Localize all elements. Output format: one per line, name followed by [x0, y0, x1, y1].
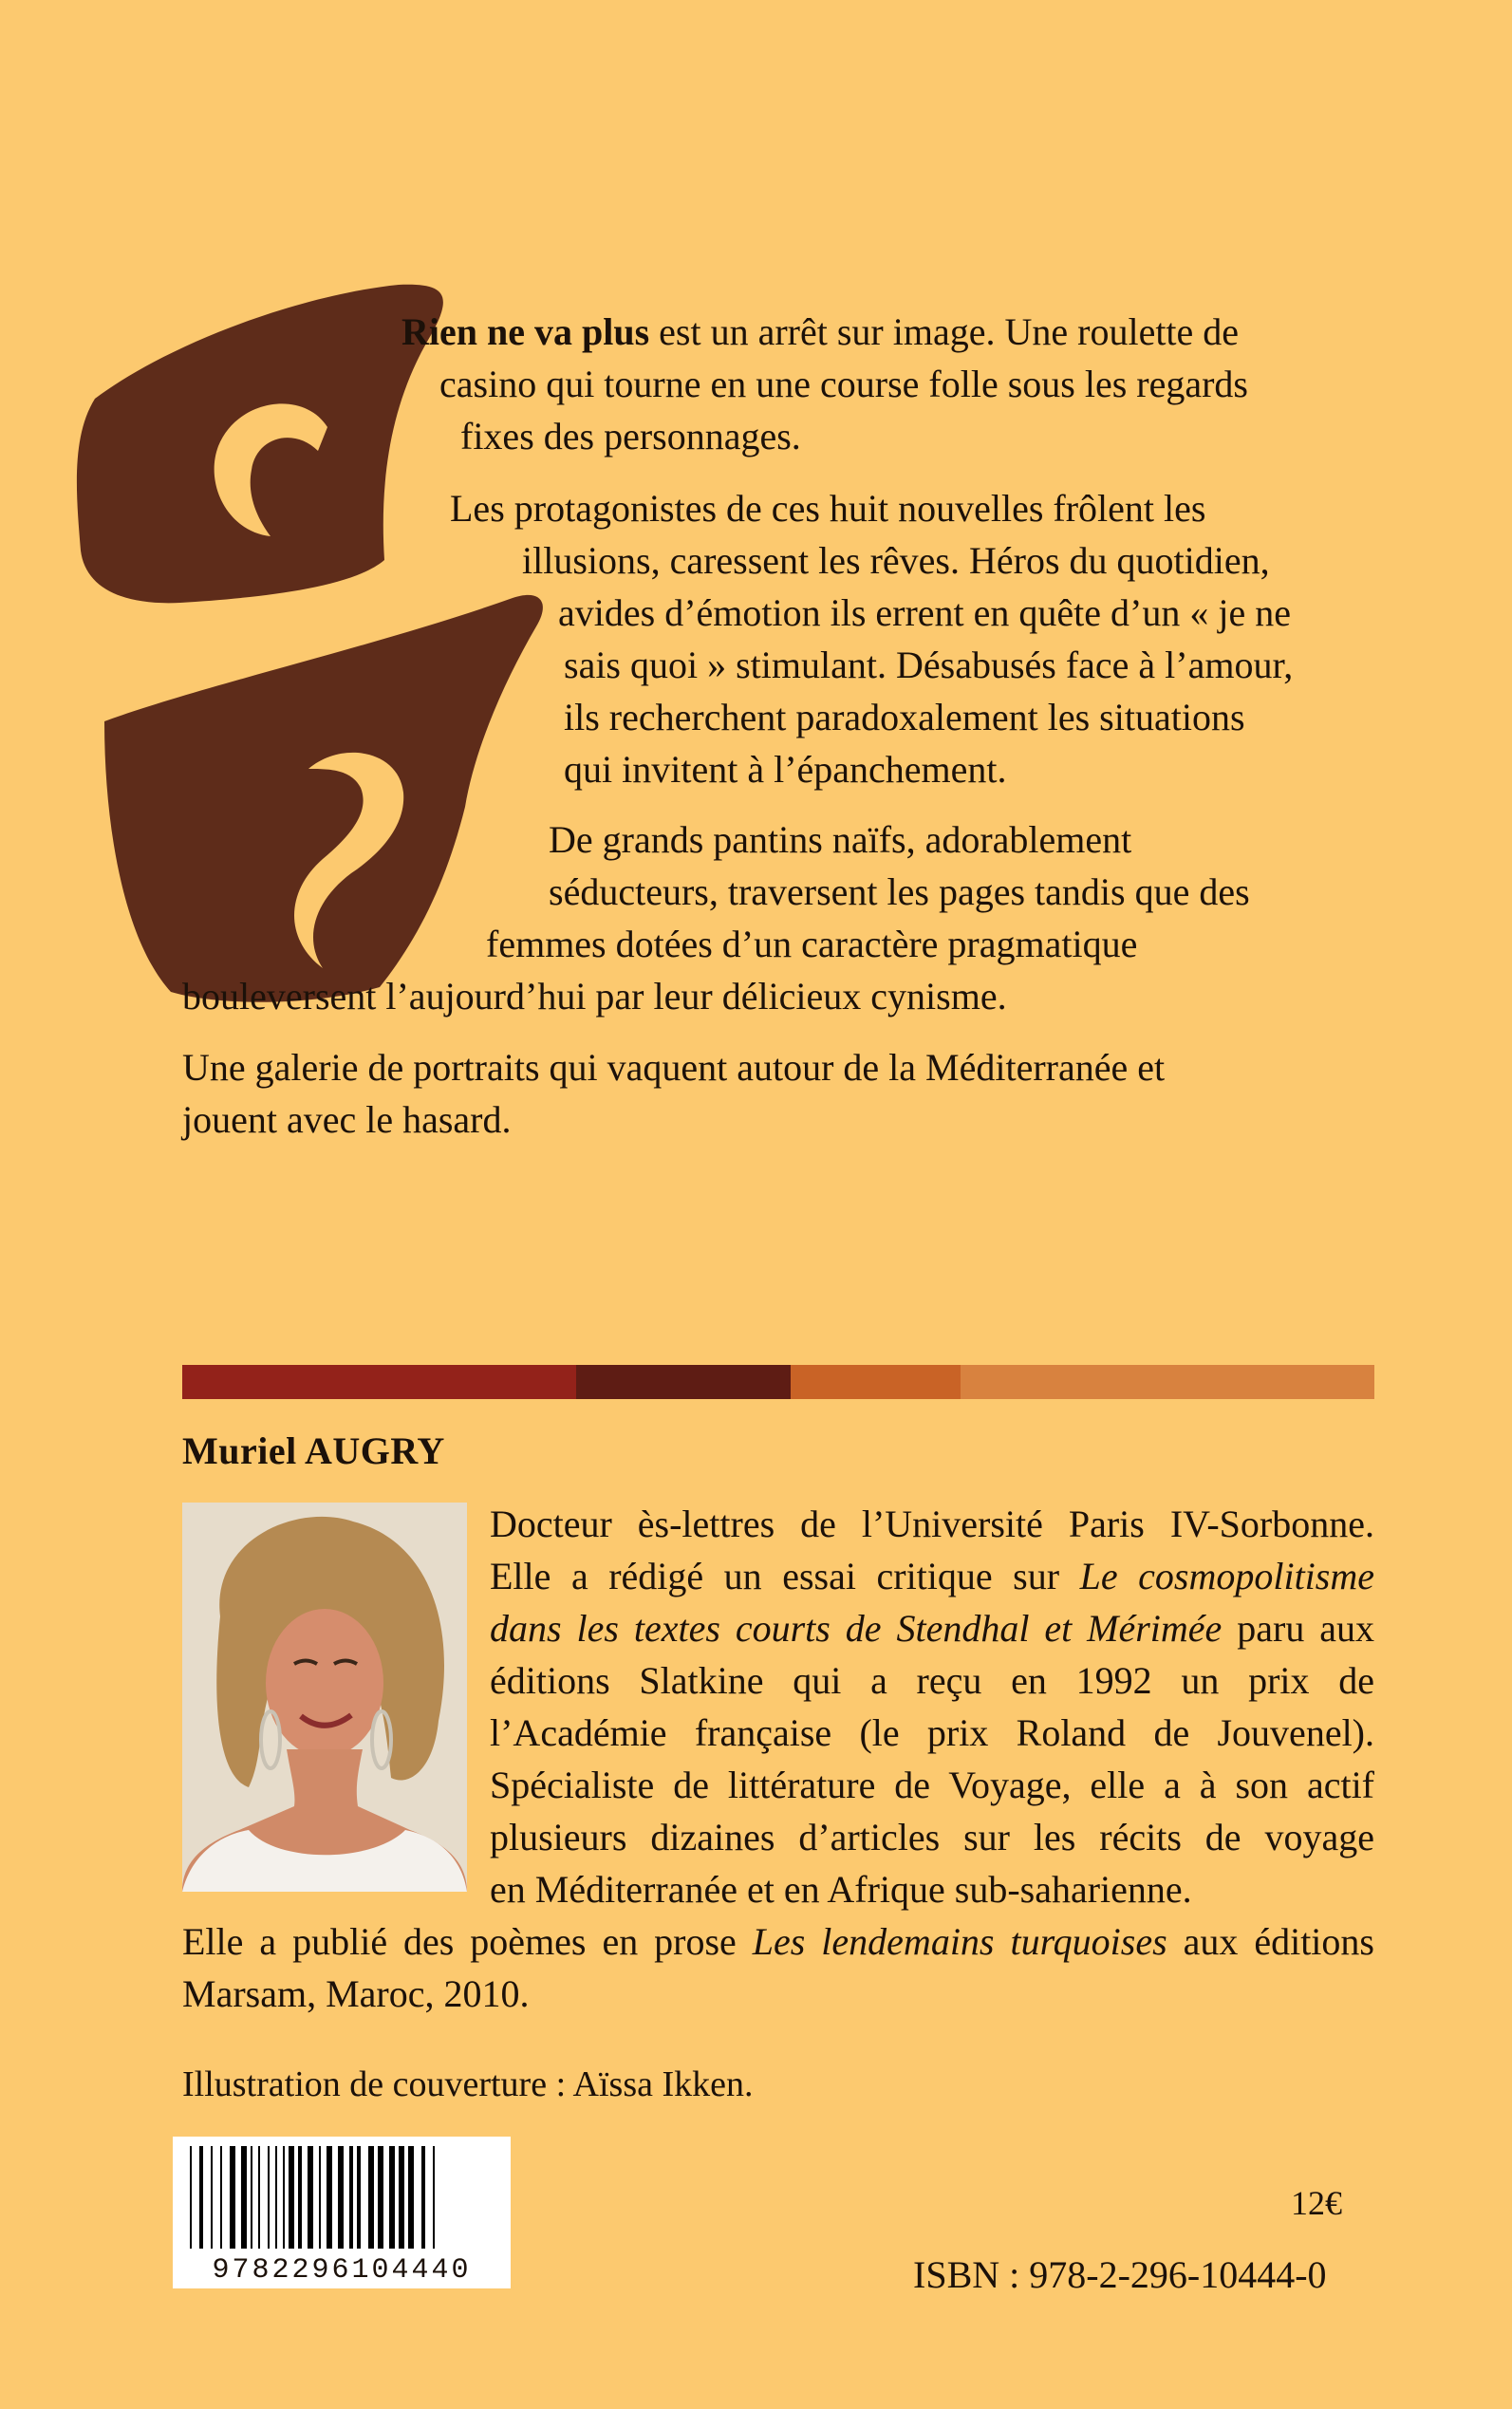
barcode-bar — [220, 2146, 222, 2249]
author-photo — [182, 1503, 467, 1892]
barcode-bar — [211, 2146, 213, 2249]
blurb-paragraph-1: Rien ne va plus est un arrêt sur image. Une roulette de casino qui tourne en une course folle sous les regards fixes des personnages. — [401, 310, 1248, 458]
isbn: ISBN : 978-2-296-10444-0 — [913, 2253, 1327, 2296]
barcode-bar — [251, 2146, 252, 2249]
barcode-bar — [399, 2146, 404, 2249]
barcode-bar — [389, 2146, 395, 2249]
author-bio-continued: Elle a publié des poèmes en prose Les lendemains turquoises aux éditions Marsam, Maroc, 2010. — [182, 1920, 1374, 2015]
author-name: Muriel AUGRY — [182, 1429, 445, 1472]
color-divider — [182, 1365, 1374, 1399]
barcode-bar — [349, 2146, 353, 2249]
barcode-bar — [378, 2146, 383, 2249]
barcode-bar — [241, 2146, 247, 2249]
barcode-bar — [338, 2146, 344, 2249]
illustration-credit: Illustration de couverture : Aïssa Ikken. — [182, 2064, 754, 2104]
book-title: Rien ne va plus — [401, 310, 650, 353]
divider-segment-orange — [791, 1365, 961, 1399]
barcode-bar — [190, 2146, 192, 2249]
barcode-bar — [283, 2146, 285, 2249]
barcode-bar — [408, 2146, 414, 2249]
barcode-bar — [275, 2146, 277, 2249]
barcode-bar — [433, 2146, 435, 2249]
barcode-bar — [268, 2146, 270, 2249]
barcode-bar — [199, 2146, 203, 2249]
barcode-bar — [230, 2146, 235, 2249]
barcode-bar — [298, 2146, 302, 2249]
blurb-paragraph-2: Les protagonistes de ces huit nouvelles frôlent les illusions, caressent les rêves. Héros du quotidien, avides d’émotion ils errent en quête d’un « je ne sais quoi » stimulant. Désabusés face à l’amour, ils recherchent paradoxalement les situations qui invitent à l’épanchement. — [450, 487, 1294, 791]
divider-segment-dark — [576, 1365, 791, 1399]
blurb-paragraph-3: De grands pantins naïfs, adorablement séducteurs, traversent les pages tandis que des femmes dotées d’un caractère pragmatique bouleversent l’aujourd’hui par leur délicieux cynisme. — [182, 818, 1250, 1018]
barcode-bar — [368, 2146, 374, 2249]
divider-segment-red — [182, 1365, 576, 1399]
barcode-bar — [308, 2146, 313, 2249]
barcode-bar — [357, 2146, 361, 2249]
barcode-digits: 9782296104440 — [212, 2254, 472, 2287]
barcode-bar — [258, 2146, 260, 2249]
price: 12€ — [1291, 2184, 1342, 2222]
blurb-paragraph-4: Une galerie de portraits qui vaquent autour de la Méditerranée et jouent avec le hasard. — [182, 1046, 1166, 1141]
author-bio: Docteur ès-lettres de l’Université Paris IV-Sorbonne. Elle a rédigé un essai critique sur Le cosmopolitisme dans les textes courts de Stendhal et Mérimée paru aux éditions Slatkine qui a reçu en 1992 un prix de l’Académie française (le prix Roland de Jouvenel). Spécialiste de littérature de Voyage, elle a à son actif plusieurs dizaines d’articles sur les récits de voyage en Méditerranée et en Afrique sub-saharienne. — [490, 1503, 1375, 1911]
barcode-bar — [327, 2146, 332, 2249]
barcode-bar — [289, 2146, 294, 2249]
barcode — [173, 2137, 511, 2288]
divider-segment-light-orange — [961, 1365, 1374, 1399]
barcode-bar — [319, 2146, 321, 2249]
barcode-bar — [421, 2146, 425, 2249]
